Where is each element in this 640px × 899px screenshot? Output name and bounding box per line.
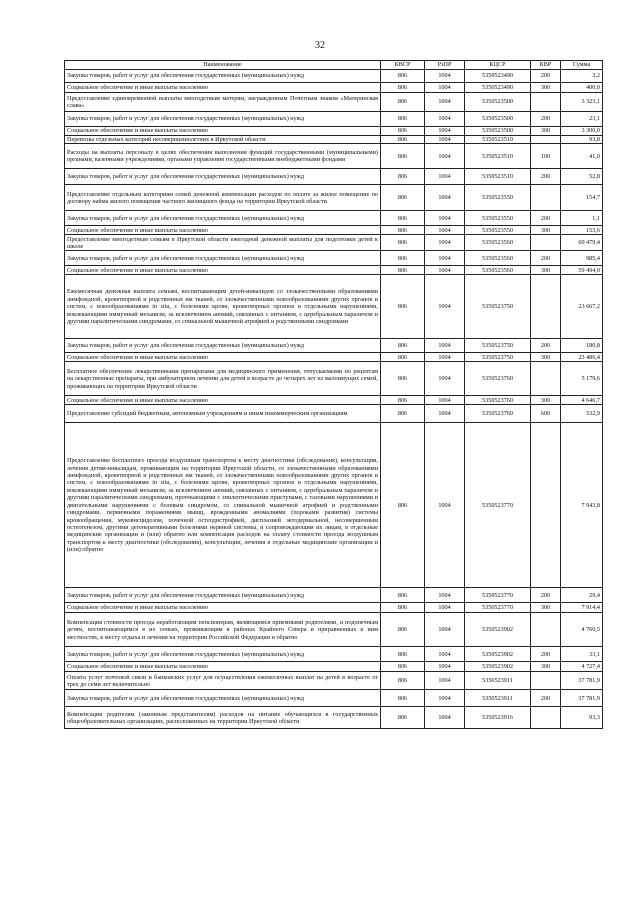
- row-name-cell: Социальное обеспечение и иные выплаты населению: [65, 396, 381, 405]
- row-kvsr-cell: 806: [381, 672, 425, 690]
- row-kcsr-cell: 5350523902: [465, 613, 531, 647]
- row-sum-cell: 29,4: [561, 588, 603, 603]
- row-kvsr-cell: 806: [381, 690, 425, 707]
- row-sum-cell: 93,3: [561, 707, 603, 729]
- row-sum-cell: 153,6: [561, 226, 603, 235]
- row-name-cell: Предоставление многодетным семьям в Иркутской области ежегодной денежной выплаты для подготовки детей к школе: [65, 235, 381, 251]
- row-sum-cell: 400,0: [561, 83, 603, 93]
- row-kvr-cell: 300: [531, 396, 561, 405]
- row-sum-cell: 23 486,4: [561, 353, 603, 362]
- row-rzpr-cell: 1004: [425, 423, 465, 588]
- row-kvr-cell: 200: [531, 112, 561, 127]
- row-rzpr-cell: 1004: [425, 275, 465, 339]
- row-kvsr-cell: 806: [381, 226, 425, 235]
- row-name-cell: Бесплатное обеспечение лекарственными препаратами для медицинского применения, отпускаемыми по рецептам на лекарственные препараты, при амбулаторном лечении для детей в возрасте до четырех лет из малоимущих семей, проживающих на территории Иркутской области: [65, 362, 381, 396]
- row-kvr-cell: 300: [531, 603, 561, 613]
- row-kcsr-cell: 5350523490: [465, 83, 531, 93]
- row-kvr-cell: 200: [531, 211, 561, 226]
- row-kvr-cell: [531, 136, 561, 144]
- row-rzpr-cell: 1004: [425, 251, 465, 266]
- row-kvr-cell: [531, 185, 561, 211]
- row-rzpr-cell: 1004: [425, 353, 465, 362]
- row-rzpr-cell: 1004: [425, 70, 465, 83]
- row-name-cell: Предоставление отдельным категориям семей денежной компенсации расходов по оплате за жилое помещение по договору найма жилого помещения частного жилищного фонда на территории Иркутской области: [65, 185, 381, 211]
- row-kvr-cell: 300: [531, 226, 561, 235]
- table-row: [65, 275, 603, 339]
- row-kvr-cell: 300: [531, 83, 561, 93]
- row-name-cell: Закупка товаров, работ и услуг для обеспечения государственных (муниципальных) нужд: [65, 690, 381, 707]
- row-sum-cell: 52,8: [561, 169, 603, 185]
- budget-table: [64, 60, 603, 729]
- row-kvsr-cell: 806: [381, 169, 425, 185]
- row-rzpr-cell: 1004: [425, 185, 465, 211]
- table-row: [65, 362, 603, 396]
- row-rzpr-cell: 1004: [425, 266, 465, 275]
- row-kcsr-cell: 5350523560: [465, 266, 531, 275]
- row-kcsr-cell: 5350523902: [465, 647, 531, 662]
- table-row: [65, 662, 603, 672]
- row-kvsr-cell: 806: [381, 362, 425, 396]
- row-kcsr-cell: 5350523490: [465, 70, 531, 83]
- row-kvsr-cell: 806: [381, 396, 425, 405]
- row-kvsr-cell: 806: [381, 127, 425, 136]
- row-rzpr-cell: 1004: [425, 144, 465, 169]
- table-row: [65, 690, 603, 707]
- table-row: [65, 647, 603, 662]
- row-rzpr-cell: 1004: [425, 707, 465, 729]
- row-rzpr-cell: 1004: [425, 211, 465, 226]
- row-name-cell: Предоставление единовременной выплаты многодетным матерям, награжденным Почетным знаком «Материнская слава»: [65, 93, 381, 112]
- row-kvsr-cell: 806: [381, 251, 425, 266]
- row-kvr-cell: 200: [531, 647, 561, 662]
- row-kcsr-cell: 5350523770: [465, 603, 531, 613]
- row-sum-cell: 7 914,4: [561, 603, 603, 613]
- row-name-cell: Закупка товаров, работ и услуг для обеспечения государственных (муниципальных) нужд: [65, 211, 381, 226]
- row-sum-cell: 154,7: [561, 185, 603, 211]
- table-row: [65, 266, 603, 275]
- table-row: [65, 603, 603, 613]
- table-row: [65, 144, 603, 169]
- table-row: [65, 93, 603, 112]
- row-kcsr-cell: 5350523500: [465, 127, 531, 136]
- row-kvsr-cell: 806: [381, 93, 425, 112]
- row-name-cell: Социальное обеспечение и иные выплаты населению: [65, 603, 381, 613]
- row-kvsr-cell: 806: [381, 211, 425, 226]
- row-sum-cell: 23 667,2: [561, 275, 603, 339]
- row-rzpr-cell: 1004: [425, 83, 465, 93]
- row-kvr-cell: 300: [531, 353, 561, 362]
- table-row: [65, 405, 603, 423]
- row-name-cell: Закупка товаров, работ и услуг для обеспечения государственных (муниципальных) нужд: [65, 112, 381, 127]
- table-row: [65, 423, 603, 588]
- row-sum-cell: 3 323,1: [561, 93, 603, 112]
- row-rzpr-cell: 1004: [425, 588, 465, 603]
- row-kvr-cell: [531, 613, 561, 647]
- row-sum-cell: 7 943,8: [561, 423, 603, 588]
- row-kcsr-cell: 5350523560: [465, 235, 531, 251]
- column-header-sum: Сумма: [561, 61, 603, 70]
- row-name-cell: Закупка товаров, работ и услуг для обеспечения государственных (муниципальных) нужд: [65, 339, 381, 353]
- row-kvsr-cell: 806: [381, 235, 425, 251]
- column-header-kvsr: КВСР: [381, 61, 425, 70]
- row-kvr-cell: [531, 672, 561, 690]
- column-header-kcsr: КЦСР: [465, 61, 531, 70]
- row-name-cell: Социальное обеспечение и иные выплаты населению: [65, 226, 381, 235]
- row-kvr-cell: 100: [531, 144, 561, 169]
- row-kvsr-cell: 806: [381, 423, 425, 588]
- row-name-cell: Предоставление бесплатного проезда воздушным транспортом к месту диагностики (обследования), консультации, лечения детям-инвалидам, проживающим на территории Иркутской области, со злокачественными образованиями лимфоидной, кроветворной и родственных им тканей, со злокачественными новообразованиями других органов и систем, с новообразованиями in situ, с болезнями крови, кроветворных органов и отдельными нарушениями, вовлекающими иммунный механизм, за исключением аномий, связанных с питанием, с церебральным параличом и другими паралитическими синдромами, протекающими с эпилептическими приступами, с тазовыми нарушениями и двигательными нарушениями с болевым синдромом, со спинальной мышечной атрофией и родственными синдромами, первичными поражениями мышц, врожденными аномалиями (пороками развития) системы кровообращения, муковисцидозом, почечной остеодистрофией, дисплазией эктодермальной, несовершенным остеогенезом, другими дегенеративными болезнями нервной системы, и сопровождающим их лицам, в отдельные медицинские организации и (или) обратно или компенсация расходов на оплату стоимости проезда воздушным транспортом к месту диагностики (обследования), консультации, лечения в отдельные медицинские организации и (или) обратно: [65, 423, 381, 588]
- row-name-cell: Перевозка отдельных категорий несовершеннолетних в Иркутской области: [65, 136, 381, 144]
- row-kvr-cell: 200: [531, 70, 561, 83]
- row-kvsr-cell: 806: [381, 185, 425, 211]
- row-kvr-cell: 200: [531, 169, 561, 185]
- table-row: [65, 339, 603, 353]
- row-rzpr-cell: 1004: [425, 613, 465, 647]
- row-kvr-cell: 200: [531, 339, 561, 353]
- row-name-cell: Социальное обеспечение и иные выплаты населению: [65, 127, 381, 136]
- row-kvsr-cell: 806: [381, 613, 425, 647]
- table-row: [65, 136, 603, 144]
- row-kcsr-cell: 5350523750: [465, 275, 531, 339]
- column-header-rzpr: РзПР: [425, 61, 465, 70]
- row-rzpr-cell: 1004: [425, 405, 465, 423]
- row-kcsr-cell: 5350523500: [465, 112, 531, 127]
- row-kvsr-cell: 806: [381, 83, 425, 93]
- row-name-cell: Закупка товаров, работ и услуг для обеспечения государственных (муниципальных) нужд: [65, 647, 381, 662]
- row-kvr-cell: 200: [531, 588, 561, 603]
- row-kcsr-cell: 5350523760: [465, 405, 531, 423]
- row-kvsr-cell: 806: [381, 353, 425, 362]
- table-row: [65, 672, 603, 690]
- row-kcsr-cell: 5350523510: [465, 169, 531, 185]
- row-kvr-cell: 200: [531, 251, 561, 266]
- row-kvsr-cell: 806: [381, 405, 425, 423]
- row-sum-cell: 37 781,9: [561, 690, 603, 707]
- row-kvr-cell: [531, 423, 561, 588]
- table-row: [65, 235, 603, 251]
- row-sum-cell: 532,9: [561, 405, 603, 423]
- row-rzpr-cell: 1004: [425, 647, 465, 662]
- row-name-cell: Закупка товаров, работ и услуг для обеспечения государственных (муниципальных) нужд: [65, 70, 381, 83]
- row-kcsr-cell: 5350523911: [465, 690, 531, 707]
- row-kvsr-cell: 806: [381, 275, 425, 339]
- row-kvsr-cell: 806: [381, 707, 425, 729]
- row-sum-cell: 3 300,0: [561, 127, 603, 136]
- row-sum-cell: 4 646,7: [561, 396, 603, 405]
- column-header-name: Наименование: [65, 61, 381, 70]
- row-kcsr-cell: 5350523500: [465, 93, 531, 112]
- table-row: [65, 353, 603, 362]
- table-row: [65, 211, 603, 226]
- row-kcsr-cell: 5350523760: [465, 362, 531, 396]
- row-name-cell: Социальное обеспечение и иные выплаты населению: [65, 266, 381, 275]
- row-sum-cell: 5 179,6: [561, 362, 603, 396]
- row-kvr-cell: [531, 93, 561, 112]
- column-header-kvr: КВР: [531, 61, 561, 70]
- row-sum-cell: 41,0: [561, 144, 603, 169]
- table-row: [65, 70, 603, 83]
- table-row: [65, 83, 603, 93]
- row-kvr-cell: [531, 362, 561, 396]
- row-kvr-cell: 300: [531, 662, 561, 672]
- row-sum-cell: 180,8: [561, 339, 603, 353]
- row-sum-cell: 4 760,5: [561, 613, 603, 647]
- row-kvr-cell: 300: [531, 127, 561, 136]
- row-sum-cell: 59 494,0: [561, 266, 603, 275]
- row-kcsr-cell: 5350523750: [465, 353, 531, 362]
- table-row: [65, 127, 603, 136]
- row-rzpr-cell: 1004: [425, 690, 465, 707]
- row-kvr-cell: 200: [531, 690, 561, 707]
- row-name-cell: Социальное обеспечение и иные выплаты населению: [65, 353, 381, 362]
- row-sum-cell: 4 727,4: [561, 662, 603, 672]
- row-sum-cell: 37 781,9: [561, 672, 603, 690]
- row-sum-cell: 60 479,4: [561, 235, 603, 251]
- row-kcsr-cell: 5350523911: [465, 672, 531, 690]
- row-kvsr-cell: 806: [381, 136, 425, 144]
- row-kcsr-cell: 5350523770: [465, 588, 531, 603]
- row-kvr-cell: 300: [531, 266, 561, 275]
- row-rzpr-cell: 1004: [425, 672, 465, 690]
- row-kcsr-cell: 5350523916: [465, 707, 531, 729]
- row-sum-cell: 23,1: [561, 112, 603, 127]
- row-rzpr-cell: 1004: [425, 339, 465, 353]
- row-kvsr-cell: 806: [381, 647, 425, 662]
- table-row: [65, 185, 603, 211]
- row-sum-cell: 3,2: [561, 70, 603, 83]
- row-name-cell: Оплата услуг почтовой связи и банковских услуг для осуществления ежемесячных выплат на детей в возрасте от трех до семи лет включительно: [65, 672, 381, 690]
- row-name-cell: Компенсация родителям (законным представителям) расходов на питание обучающихся в государственных общеобразовательных организациях, расположенных на территории Иркутской области: [65, 707, 381, 729]
- row-kcsr-cell: 5350523550: [465, 226, 531, 235]
- row-name-cell: Социальное обеспечение и иные выплаты населению: [65, 83, 381, 93]
- table-body: [65, 70, 603, 729]
- row-kcsr-cell: 5350523550: [465, 185, 531, 211]
- row-name-cell: Социальное обеспечение и иные выплаты населению: [65, 662, 381, 672]
- row-kvsr-cell: 806: [381, 662, 425, 672]
- row-sum-cell: 33,1: [561, 647, 603, 662]
- row-rzpr-cell: 1004: [425, 226, 465, 235]
- row-kvsr-cell: 806: [381, 588, 425, 603]
- row-kvr-cell: [531, 235, 561, 251]
- row-name-cell: Ежемесячная денежная выплата семьям, воспитывающим детей-инвалидов со злокачественными образованиями лимфоидной, кроветворной и родственных им тканей, со злокачественными новообразованиями других органов и систем, с новообразованиями in situ, с болезнями крови, кроветворных органов и отдельными нарушениями, вовлекающими иммунный механизм, за исключением аномий, связанных с питанием, с церебральным параличом и другими паралитическими синдромами, со спинальной мышечной атрофией и родственными синдромами: [65, 275, 381, 339]
- row-rzpr-cell: 1004: [425, 603, 465, 613]
- row-kvr-cell: 600: [531, 405, 561, 423]
- row-kvr-cell: [531, 707, 561, 729]
- row-rzpr-cell: 1004: [425, 112, 465, 127]
- row-kcsr-cell: 5350523510: [465, 144, 531, 169]
- row-kcsr-cell: 5350523510: [465, 136, 531, 144]
- row-kvsr-cell: 806: [381, 266, 425, 275]
- row-rzpr-cell: 1004: [425, 235, 465, 251]
- table-row: [65, 588, 603, 603]
- table-row: [65, 226, 603, 235]
- row-name-cell: Расходы на выплаты персоналу в целях обеспечения выполнения функций государственными (муниципальными) органами, казенными учреждениями, органами управления государственными внебюджетными фондами: [65, 144, 381, 169]
- row-name-cell: Закупка товаров, работ и услуг для обеспечения государственных (муниципальных) нужд: [65, 169, 381, 185]
- row-kcsr-cell: 5350523770: [465, 423, 531, 588]
- row-kcsr-cell: 5350523560: [465, 251, 531, 266]
- table-row: [65, 396, 603, 405]
- row-kvsr-cell: 806: [381, 112, 425, 127]
- row-kvsr-cell: 806: [381, 339, 425, 353]
- row-kcsr-cell: 5350523760: [465, 396, 531, 405]
- table-row: [65, 169, 603, 185]
- table-row: [65, 707, 603, 729]
- row-name-cell: Закупка товаров, работ и услуг для обеспечения государственных (муниципальных) нужд: [65, 251, 381, 266]
- row-kvsr-cell: 806: [381, 70, 425, 83]
- row-kcsr-cell: 5350523550: [465, 211, 531, 226]
- row-rzpr-cell: 1004: [425, 662, 465, 672]
- row-rzpr-cell: 1004: [425, 362, 465, 396]
- row-name-cell: Закупка товаров, работ и услуг для обеспечения государственных (муниципальных) нужд: [65, 588, 381, 603]
- table-row: [65, 251, 603, 266]
- row-kcsr-cell: 5350523750: [465, 339, 531, 353]
- row-kvr-cell: [531, 275, 561, 339]
- row-rzpr-cell: 1004: [425, 136, 465, 144]
- row-rzpr-cell: 1004: [425, 396, 465, 405]
- row-sum-cell: 93,8: [561, 136, 603, 144]
- row-rzpr-cell: 1004: [425, 127, 465, 136]
- table-header-row: [65, 61, 603, 70]
- row-kcsr-cell: 5350523902: [465, 662, 531, 672]
- page-number: 32: [315, 40, 325, 51]
- row-name-cell: Предоставление субсидий бюджетным, автономным учреждениям и иным некоммерческим организациям: [65, 405, 381, 423]
- row-kvsr-cell: 806: [381, 144, 425, 169]
- row-kvsr-cell: 806: [381, 603, 425, 613]
- row-rzpr-cell: 1004: [425, 93, 465, 112]
- row-name-cell: Компенсация стоимости проезда неработающим пенсионерам, являющимся приемными родителями, и подопечным детям, воспитывающимся в их семьях, проживающим в районах Крайнего Севера и приравненных к ним местностях, к месту отдыха и лечения на территории Российской Федерации и обратно: [65, 613, 381, 647]
- row-sum-cell: 985,4: [561, 251, 603, 266]
- row-rzpr-cell: 1004: [425, 169, 465, 185]
- table-row: [65, 613, 603, 647]
- table-row: [65, 112, 603, 127]
- row-sum-cell: 1,1: [561, 211, 603, 226]
